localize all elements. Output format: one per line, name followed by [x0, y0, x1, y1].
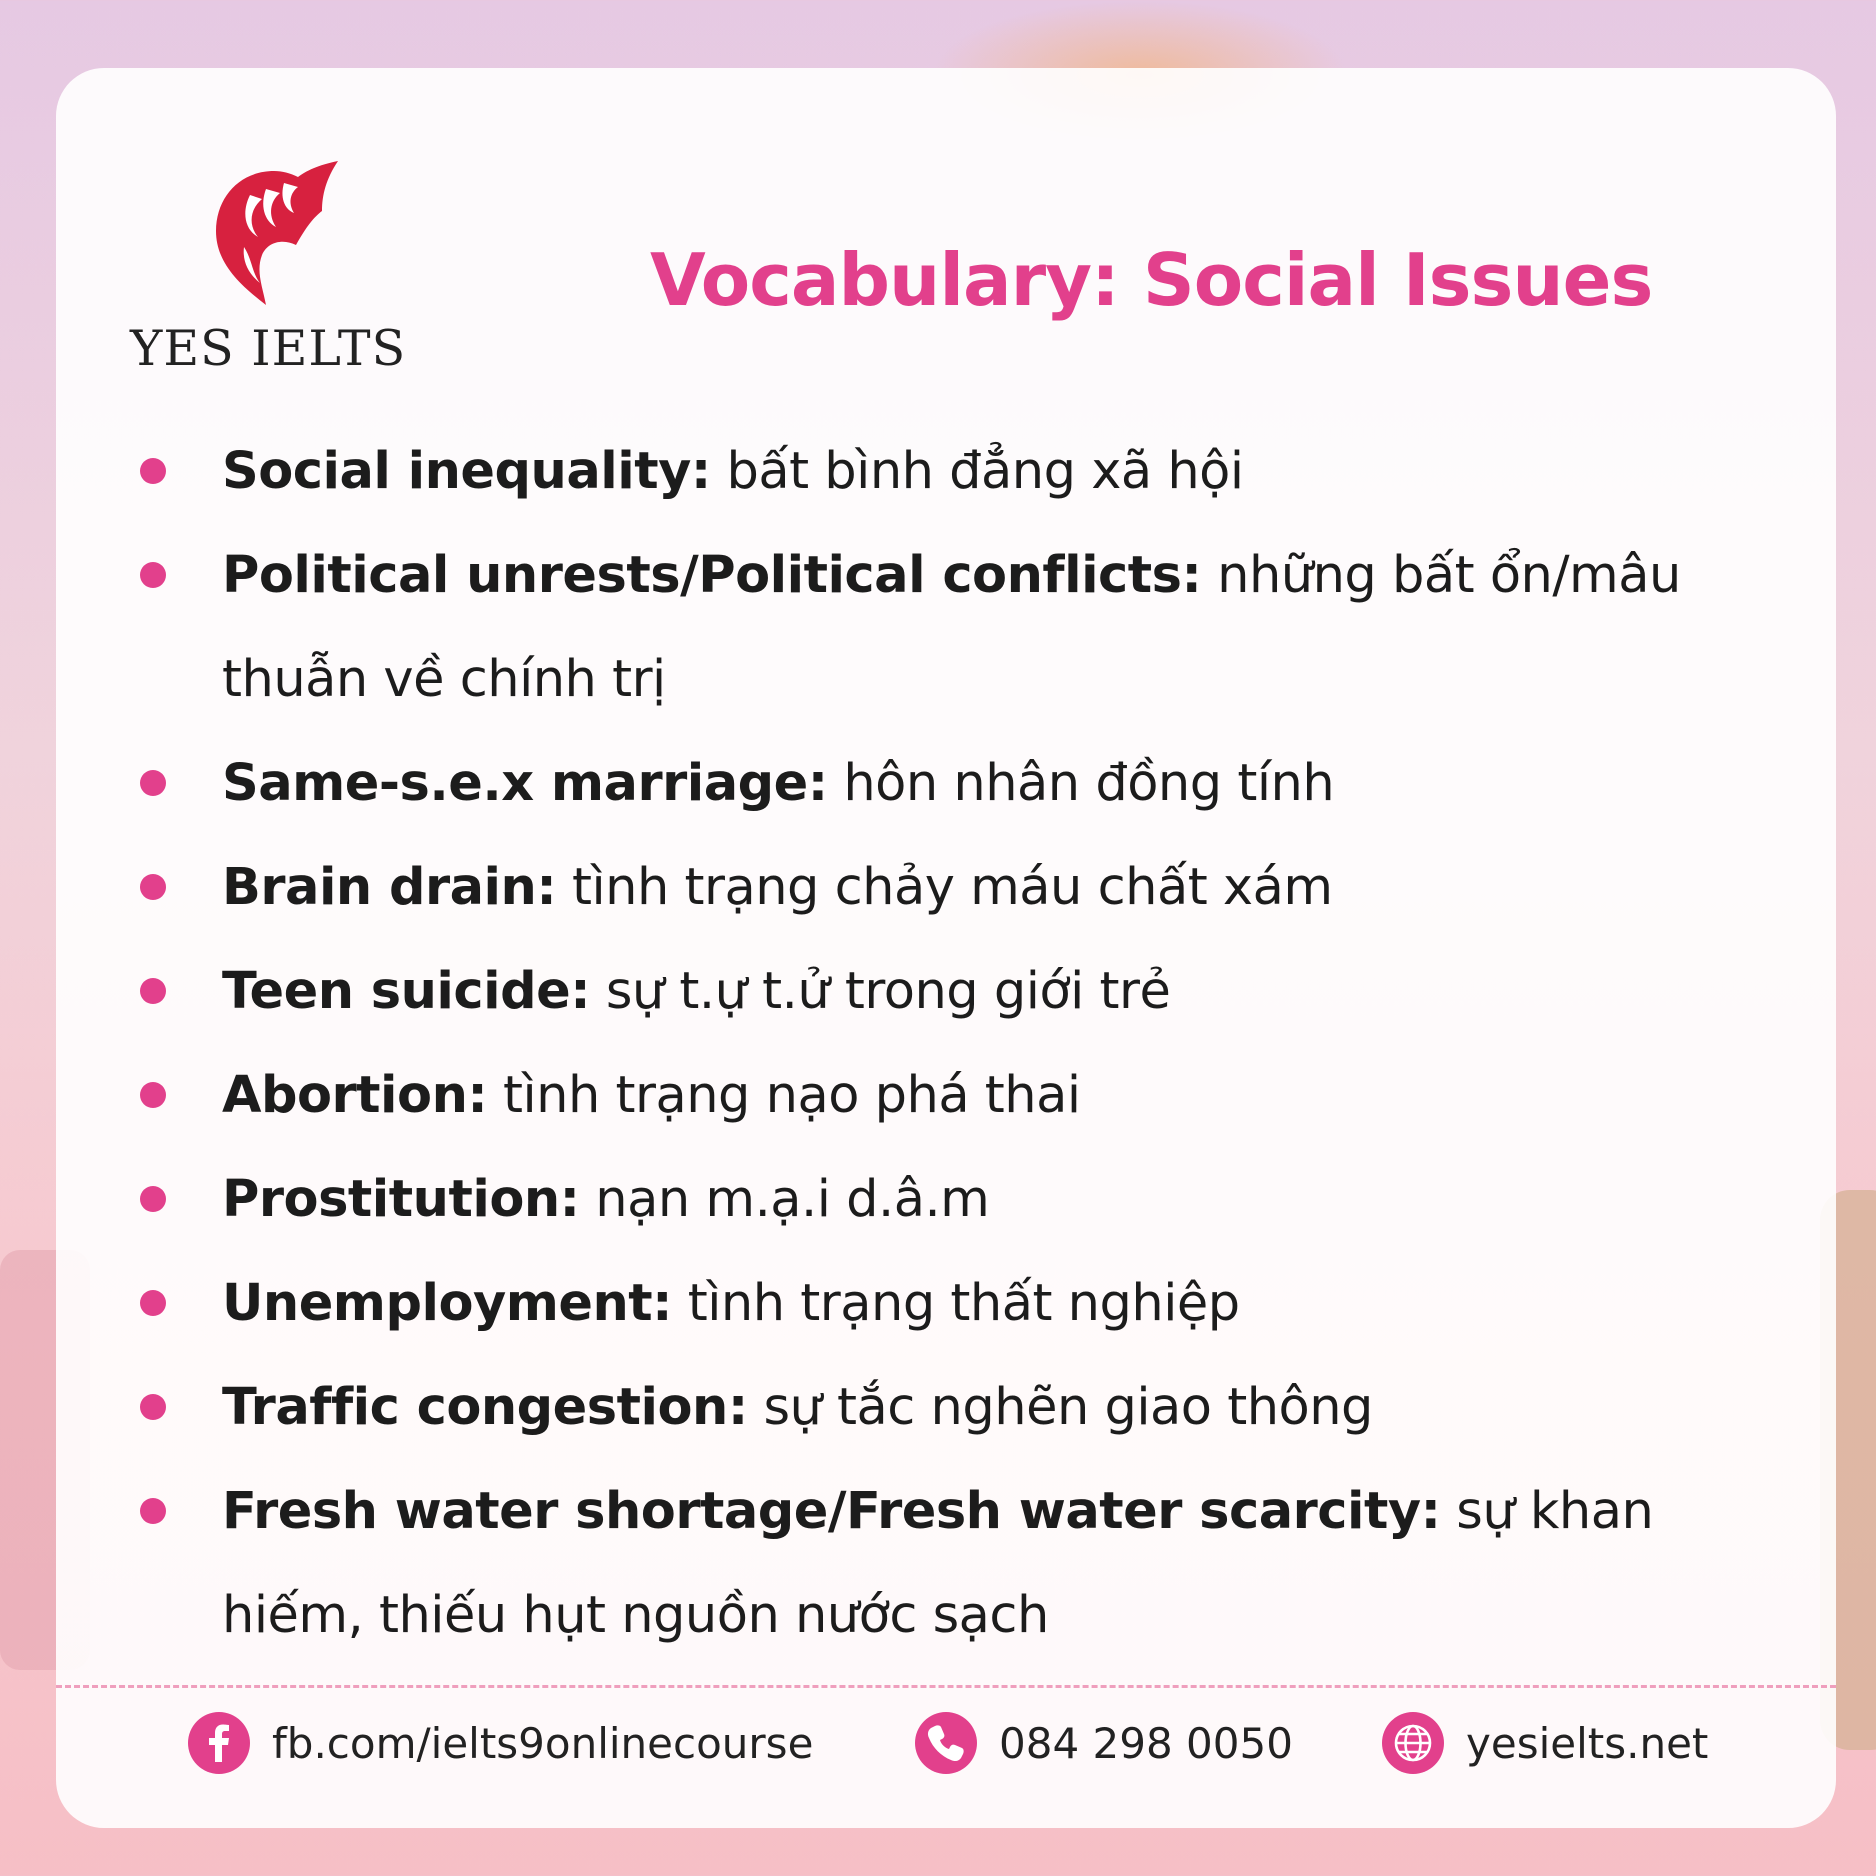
vocab-meaning: những bất ổn/mâu thuẫn về chính trị	[222, 546, 1681, 709]
footer-facebook[interactable]	[188, 1710, 813, 1776]
phone-number[interactable]: 084 298 0050	[999, 1718, 1293, 1768]
vocabulary-list	[140, 420, 1740, 1668]
website-link[interactable]: yesielts.net	[1466, 1718, 1709, 1768]
list-item	[140, 524, 1740, 732]
vocab-meaning: tình trạng chảy máu chất xám	[556, 858, 1333, 917]
vocab-meaning: tình trạng nạo phá thai	[487, 1066, 1081, 1125]
footer-website[interactable]	[1382, 1710, 1708, 1776]
bullet-icon	[140, 1082, 166, 1108]
footer-divider	[56, 1685, 1836, 1688]
facebook-link[interactable]: fb.com/ielts9onlinecourse	[272, 1718, 814, 1768]
vocab-term: Same-s.e.x marriage:	[222, 754, 828, 813]
bullet-icon	[140, 1290, 166, 1316]
list-item	[140, 1148, 1740, 1252]
vocab-meaning: sự t.ự t.ử trong giới trẻ	[590, 962, 1171, 1021]
list-item	[140, 940, 1740, 1044]
vocab-meaning: sự tắc nghẽn giao thông	[747, 1378, 1373, 1437]
list-item	[140, 732, 1740, 836]
vocab-meaning: sự khan hiếm, thiếu hụt nguồn nước sạch	[222, 1482, 1654, 1645]
globe-icon	[1382, 1712, 1444, 1774]
brand-logo	[130, 155, 410, 385]
vocab-meaning: nạn m.ạ.i d.â.m	[579, 1170, 990, 1229]
list-item	[140, 1460, 1740, 1668]
bullet-icon	[140, 1394, 166, 1420]
vocab-term: Teen suicide:	[222, 962, 591, 1021]
vocab-meaning: bất bình đẳng xã hội	[710, 442, 1244, 501]
bullet-icon	[140, 874, 166, 900]
list-item	[140, 1252, 1740, 1356]
vocab-meaning: hôn nhân đồng tính	[827, 754, 1335, 813]
page-title: Vocabulary: Social Issues	[650, 238, 1653, 322]
bullet-icon	[140, 978, 166, 1004]
bullet-icon	[140, 1498, 166, 1524]
vocab-meaning: tình trạng thất nghiệp	[672, 1274, 1240, 1333]
horse-logo-icon	[210, 155, 340, 305]
vocab-term: Prostitution:	[222, 1170, 580, 1229]
list-item	[140, 420, 1740, 524]
bullet-icon	[140, 770, 166, 796]
vocab-term: Political unrests/Political conflicts:	[222, 546, 1202, 605]
bullet-icon	[140, 562, 166, 588]
brand-name: YES IELTS	[130, 320, 407, 377]
phone-icon	[915, 1712, 977, 1774]
list-item	[140, 1044, 1740, 1148]
bullet-icon	[140, 458, 166, 484]
list-item	[140, 836, 1740, 940]
vocab-term: Fresh water shortage/Fresh water scarcity:	[222, 1482, 1441, 1541]
bullet-icon	[140, 1186, 166, 1212]
vocab-term: Social inequality:	[222, 442, 711, 501]
vocab-term: Brain drain:	[222, 858, 557, 917]
vocab-term: Abortion:	[222, 1066, 488, 1125]
list-item	[140, 1356, 1740, 1460]
facebook-icon	[188, 1712, 250, 1774]
vocab-term: Traffic congestion:	[222, 1378, 748, 1437]
vocab-term: Unemployment:	[222, 1274, 673, 1333]
footer-phone[interactable]	[915, 1710, 1293, 1776]
